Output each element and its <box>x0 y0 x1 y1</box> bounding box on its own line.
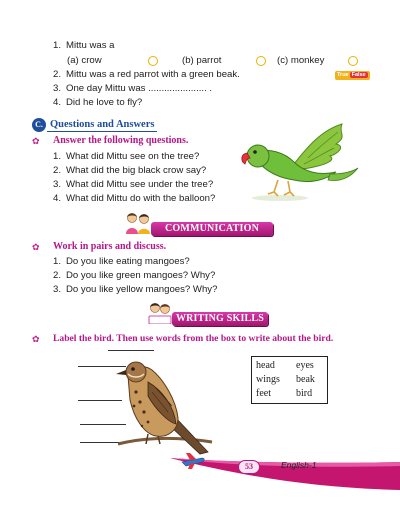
option-a: (a) crow <box>67 55 102 66</box>
word: eyes <box>296 360 314 371</box>
question-text: What did Mittu do with the balloon? <box>66 193 216 204</box>
question-text: Mittu was a red parrot with a green beak. <box>66 69 240 80</box>
list-item <box>53 284 217 296</box>
book-title: English-1 <box>281 460 317 470</box>
true-label: True <box>337 72 349 78</box>
word: feet <box>256 388 271 399</box>
question-text: Do you like eating mangoes? <box>66 256 190 267</box>
section-c-title: Questions and Answers <box>47 119 157 132</box>
writing-instruction: Label the bird. Then use words from the box to write about the bird. <box>53 333 334 344</box>
question-number: 2. <box>53 165 62 176</box>
word: beak <box>296 374 315 385</box>
parrot-illustration <box>238 118 360 206</box>
question-number: 1. <box>53 256 62 267</box>
children-talking-icon <box>125 212 151 234</box>
list-item <box>53 193 215 205</box>
true-false-badge <box>335 71 370 80</box>
airplane-icon <box>180 452 206 470</box>
writing-skills-banner: WRITING SKILLS <box>172 312 268 326</box>
section-c-instruction: Answer the following questions. <box>53 135 189 146</box>
false-label: False <box>351 72 366 78</box>
list-item <box>53 270 215 282</box>
question-number: 2. <box>53 270 62 281</box>
question-1 <box>53 40 115 52</box>
question-3 <box>53 83 212 95</box>
section-c-badge: C. <box>32 118 46 132</box>
bird-illustration <box>112 352 216 456</box>
question-number: 4. <box>53 97 62 108</box>
question-number: 4. <box>53 193 62 204</box>
communication-instruction: Work in pairs and discuss. <box>53 241 167 252</box>
question-text: One day Mittu was ...................... . <box>66 83 213 94</box>
question-text: What did Mittu see on the tree? <box>66 151 200 162</box>
list-item <box>53 151 199 163</box>
question-4 <box>53 97 142 109</box>
question-number: 3. <box>53 179 62 190</box>
flower-bullet-icon: ✿ <box>32 334 40 344</box>
question-number: 2. <box>53 69 62 80</box>
question-2 <box>53 69 240 81</box>
word: head <box>256 360 275 371</box>
word: bird <box>296 388 313 399</box>
label-line[interactable] <box>108 350 154 351</box>
question-text: Do you like yellow mangoes? Why? <box>66 284 218 295</box>
question-text: Do you like green mangoes? Why? <box>66 270 216 281</box>
option-b: (b) parrot <box>182 55 222 66</box>
list-item <box>53 256 190 268</box>
question-text: Mittu was a <box>66 40 115 51</box>
option-a-answer-circle[interactable] <box>148 56 158 66</box>
page-number: 53 <box>238 460 260 474</box>
question-number: 1. <box>53 151 62 162</box>
list-item <box>53 165 206 177</box>
flower-bullet-icon: ✿ <box>32 136 40 146</box>
question-text: Did he love to fly? <box>66 97 143 108</box>
question-number: 3. <box>53 83 62 94</box>
communication-skills-banner: COMMUNICATION SKILLS <box>151 222 273 236</box>
question-text: What did Mittu see under the tree? <box>66 179 214 190</box>
option-c-answer-circle[interactable] <box>348 56 358 66</box>
option-b-answer-circle[interactable] <box>256 56 266 66</box>
word: wings <box>256 374 280 385</box>
list-item <box>53 179 213 191</box>
option-c: (c) monkey <box>277 55 325 66</box>
question-number: 1. <box>53 40 62 51</box>
flower-bullet-icon: ✿ <box>32 242 40 252</box>
question-number: 3. <box>53 284 62 295</box>
children-writing-icon <box>148 302 172 324</box>
question-text: What did the big black crow say? <box>66 165 207 176</box>
